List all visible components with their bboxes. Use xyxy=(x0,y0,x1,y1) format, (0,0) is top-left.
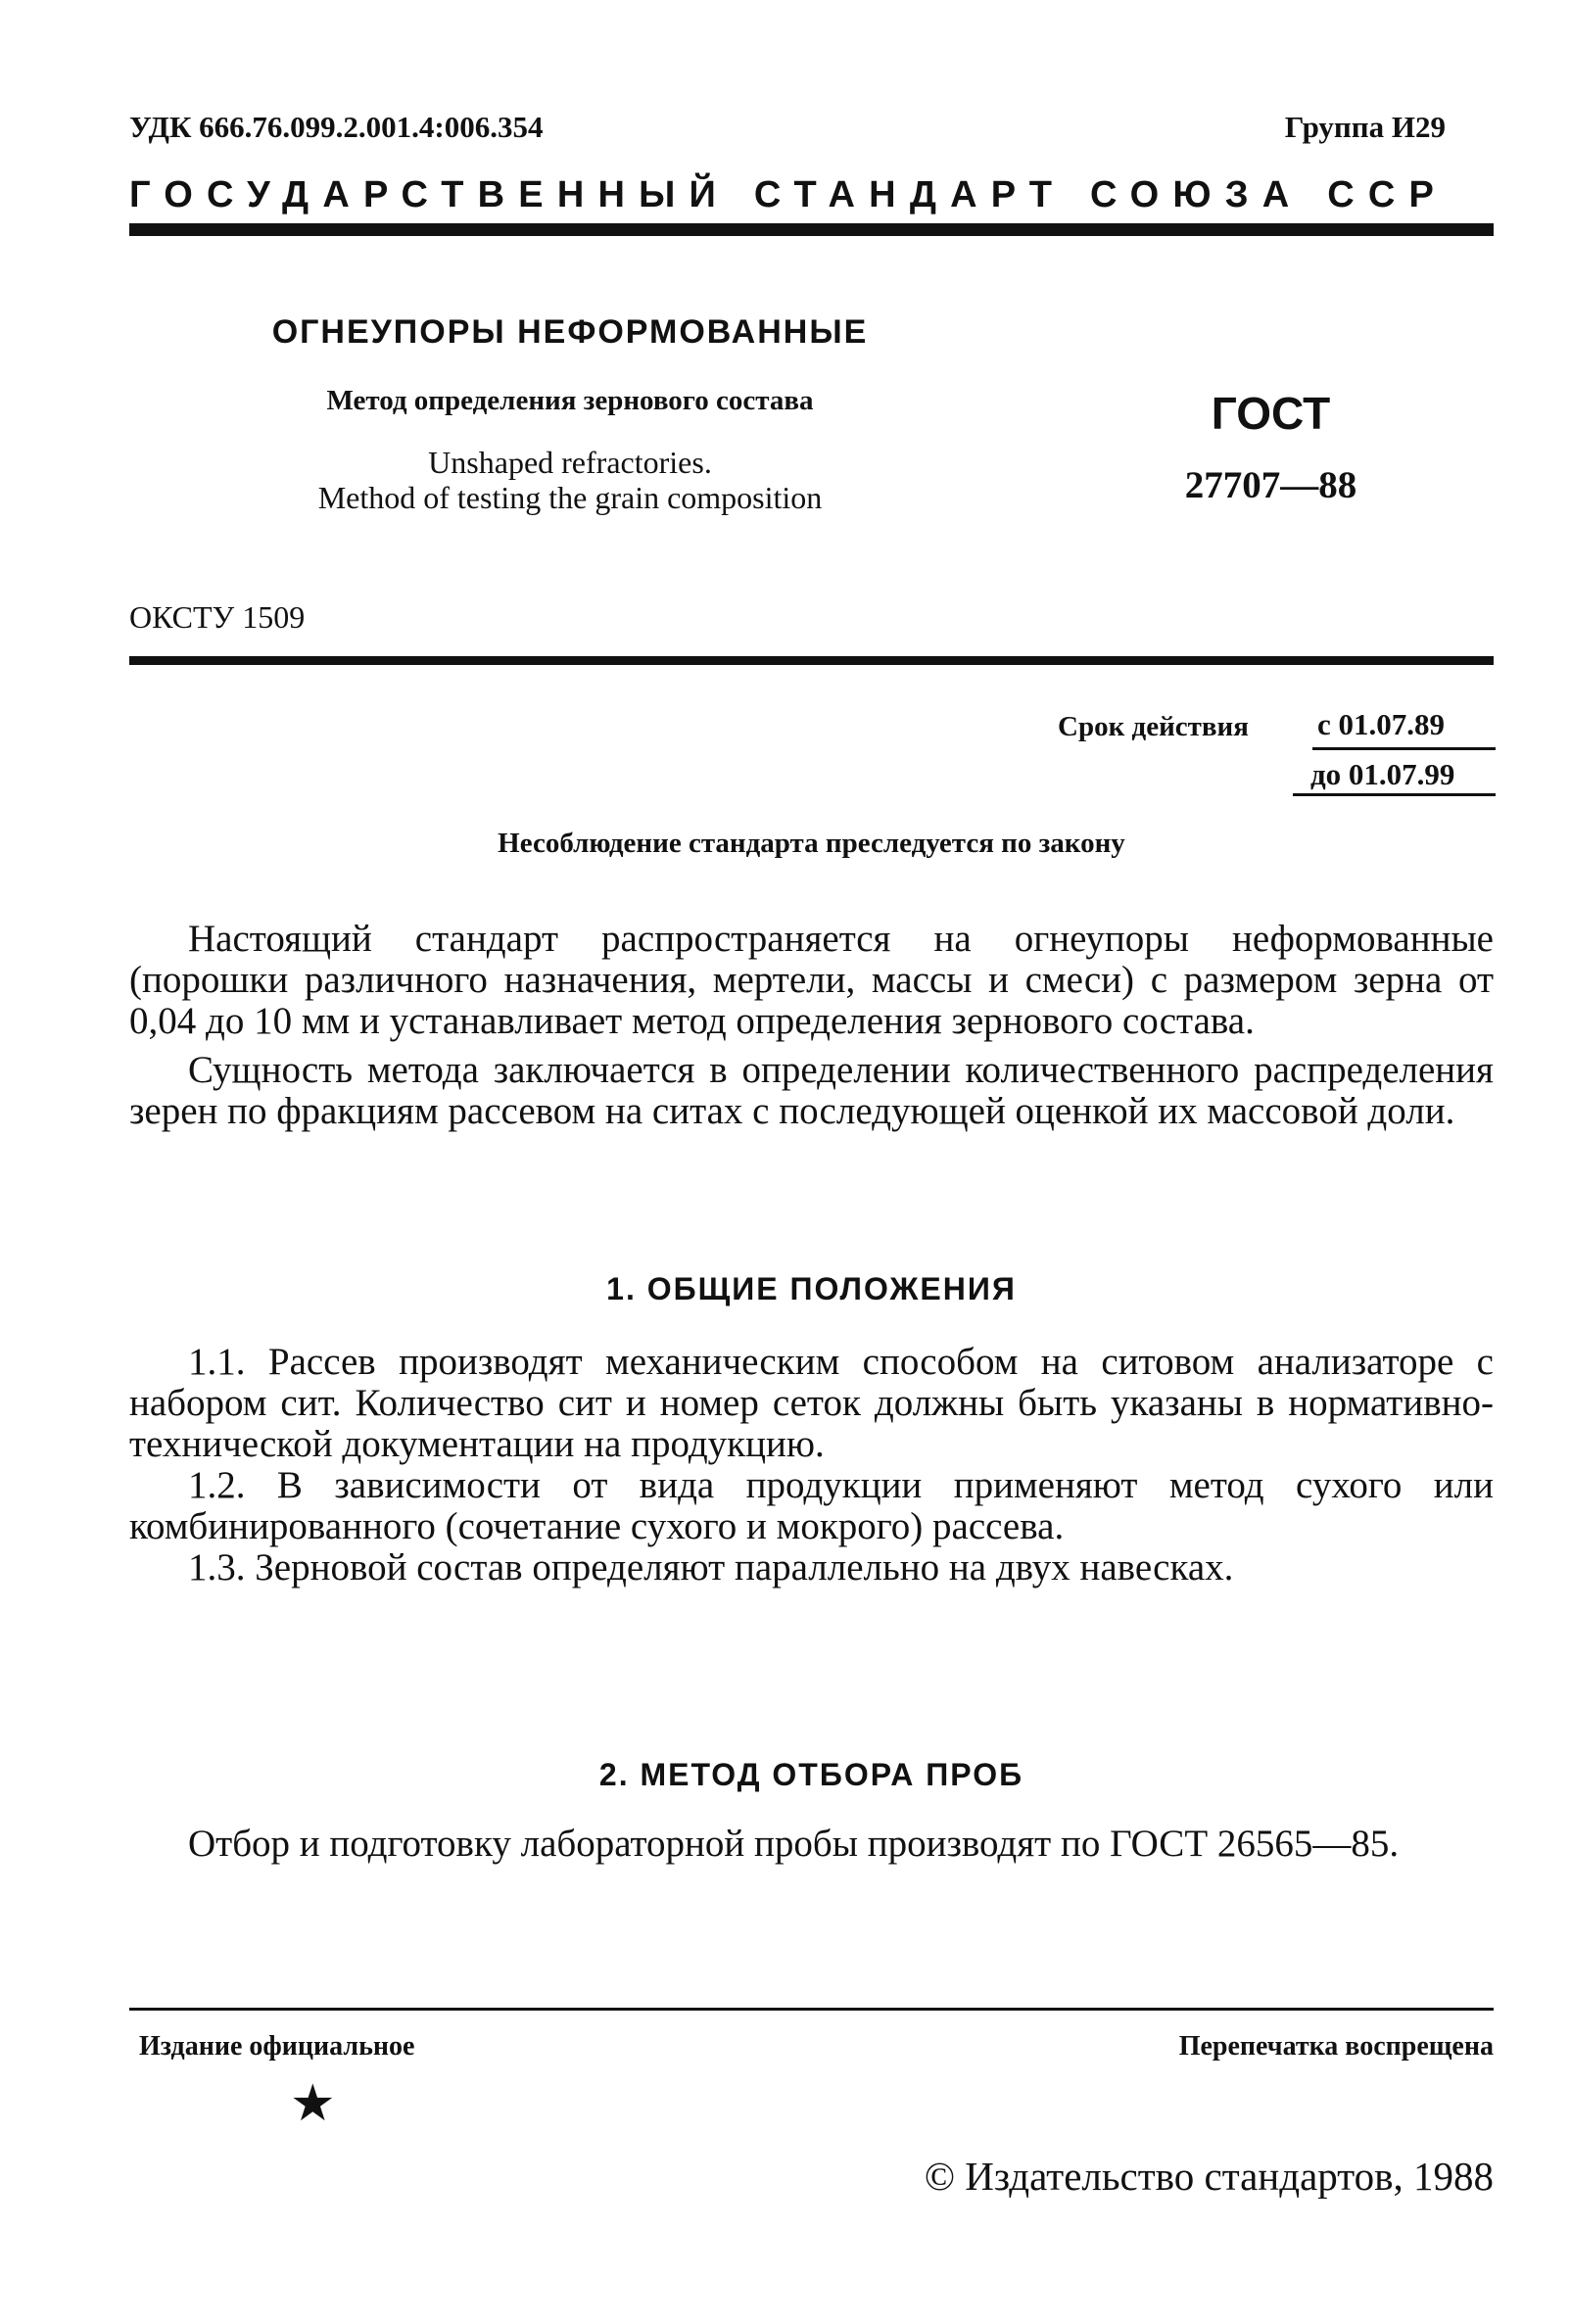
section-heading-sampling: 2. МЕТОД ОТБОРА ПРОБ xyxy=(598,1757,1024,1792)
clause-paragraph: 1.2. В зависимости от вида продукции применяют метод сухого или комбинированного (сочетание сухого и мокрого) рассева. xyxy=(129,1464,1494,1547)
organization-banner: ГОСУДАРСТВЕННЫЙ СТАНДАРТ СОЮЗА ССР xyxy=(129,174,1449,215)
standard-label: ГОСТ xyxy=(1211,388,1331,439)
validity-underline-to xyxy=(1293,793,1496,796)
udk-code: УДК 666.76.099.2.001.4:006.354 xyxy=(129,110,544,144)
intro-text xyxy=(129,919,1494,1132)
okstu-code: ОКСТУ 1509 xyxy=(129,599,306,635)
copyright-line: © Издательство стандартов, 1988 xyxy=(924,2154,1494,2199)
standard-number: 27707—88 xyxy=(1184,464,1357,506)
title-block xyxy=(227,313,913,515)
title-rule xyxy=(129,656,1494,665)
star-icon: ★ xyxy=(290,2075,336,2132)
validity-underline-from xyxy=(1312,747,1496,750)
header-rule xyxy=(129,223,1494,236)
group-code: Группа И29 xyxy=(1284,110,1446,144)
footer-rule xyxy=(129,2008,1494,2011)
section-heading-general: 1. ОБЩИЕ ПОЛОЖЕНИЯ xyxy=(606,1271,1017,1306)
validity-from: с 01.07.89 xyxy=(1317,707,1446,741)
section-body-sampling xyxy=(129,1824,1494,1865)
clause-paragraph: 1.1. Рассев производят механическим способом на ситовом анализаторе с набором сит. Количество сит и номер сеток должны быть указаны в нормативно-технической документации на продукцию. xyxy=(129,1341,1494,1465)
standard-block xyxy=(1175,387,1366,507)
reprint-prohibited-label: Перепечатка воспрещена xyxy=(1178,2031,1494,2062)
validity-to: до 01.07.99 xyxy=(1310,757,1455,791)
legal-notice: Несоблюдение стандарта преследуется по закону xyxy=(498,828,1125,859)
english-title-line2: Method of testing the grain composition xyxy=(317,480,823,515)
section-body-general xyxy=(129,1342,1494,1589)
document-title: ОГНЕУПОРЫ НЕФОРМОВАННЫЕ xyxy=(271,313,869,351)
validity-label: Срок действия xyxy=(1058,711,1249,742)
clause-paragraph: Отбор и подготовку лабораторной пробы производят по ГОСТ 26565—85. xyxy=(188,1823,1400,1865)
intro-paragraph: Сущность метода заключается в определении количественного распределения зерен по фракциям рассевом на ситах с последующей оценкой их массовой доли. xyxy=(129,1049,1494,1132)
english-title-line1: Unshaped refractories. xyxy=(428,445,712,480)
intro-paragraph: Настоящий стандарт распространяется на огнеупоры неформованные (порошки различного назначения, мертели, массы и смеси) с размером зерна от 0,04 до 10 мм и устанавливает метод определения зернового состава. xyxy=(129,918,1494,1042)
document-subtitle: Метод определения зернового состава xyxy=(326,385,814,416)
official-edition-label: Издание официальное xyxy=(139,2031,415,2062)
clause-paragraph: 1.3. Зерновой состав определяют параллельно на двух навесках. xyxy=(188,1546,1234,1589)
